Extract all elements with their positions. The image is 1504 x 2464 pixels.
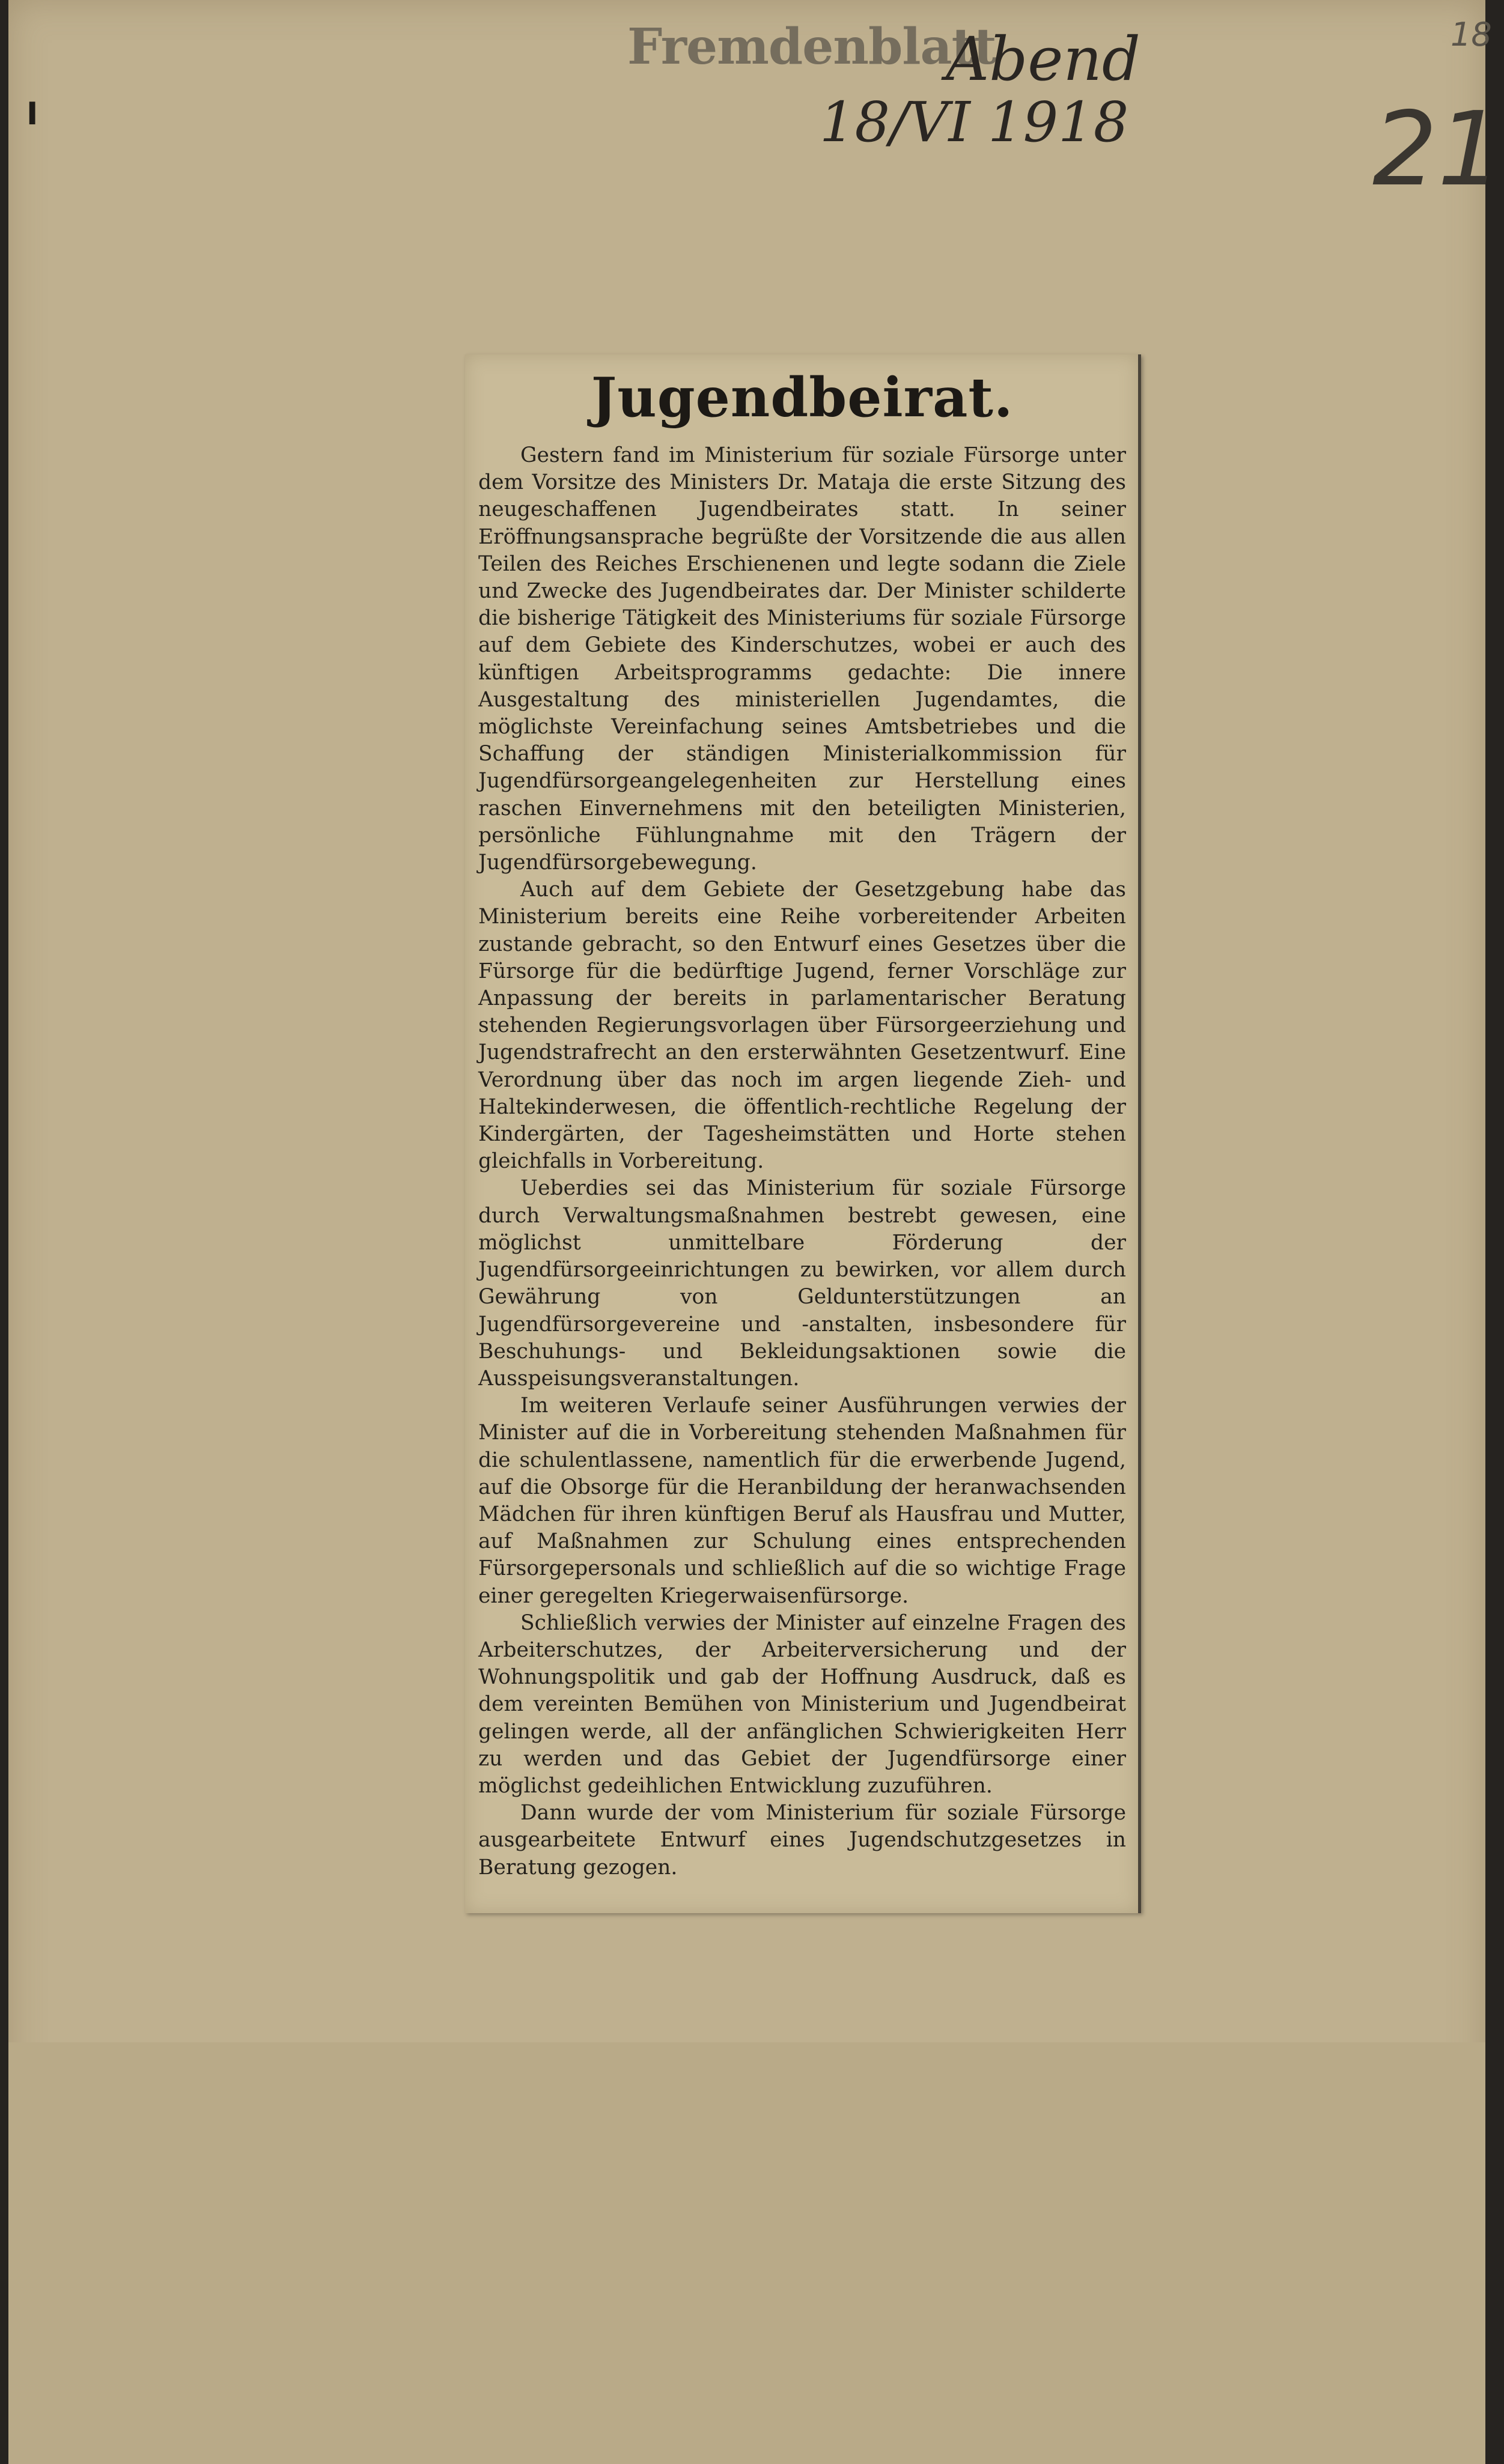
article-paragraph: Auch auf dem Gebiete der Gesetzgebung habe das Ministerium bereits eine Reihe vorbereitender Arbeiten zustande gebracht, so den Entwurf eines Gesetzes über die Fürsorge für die bedürftige Jugend, ferner Vorschläge zur Anpassung der bereits in parlamentarischer Beratung stehenden Regierungsvorlagen über Fürsorgeerziehung und Jugendstrafrecht an den ersterwähnten Gesetzentwurf. Eine Verordnung über das noch im argen liegende Zieh- und Haltekinderwesen, die öffentlich-rechtliche Regelung der Kindergärten, der Tagesheimstätten und Horte stehen gleichfalls in Vorbereitung. — [478, 878, 1126, 1174]
newspaper-stamp: Fremdenblatt — [627, 18, 996, 76]
article-paragraph: Ueberdies sei das Ministerium für soziale Fürsorge durch Verwaltungsmaßnahmen bestrebt gewesen, eine möglichst unmittelbare Förderung der Jugendfürsorgeeinrichtungen zu bewirken, vor allem durch Gewährung von Geldunterstützungen an Jugendfürsorgevereine und -anstalten, insbesondere für Beschuhungs- und Bekleidungsaktionen sowie die Ausspeisungsveranstaltungen. — [478, 1176, 1126, 1391]
sheet-lower-panel — [8, 2042, 1485, 2464]
margin-mark: I — [26, 96, 38, 132]
article-title: Jugendbeirat. — [591, 366, 1014, 429]
article-paragraph: Schließlich verwies der Minister auf einzelne Fragen des Arbeiterschutzes, der Arbeiterversicherung und der Wohnungspolitik und gab der Hoffnung Ausdruck, daß es dem vereinten Bemühen von Ministerium und Jugendbeirat gelingen werde, all der anfänglichen Schwierigkeiten Herr zu werden und das Gebiet der Jugendfürsorge einer möglichst gedeihlichen Entwicklung zuzuführen. — [478, 1610, 1126, 1798]
article-paragraph: Dann wurde der vom Ministerium für soziale Fürsorge ausgearbeitete Entwurf eines Jugendschutzgesetzes in Beratung gezogen. — [478, 1801, 1126, 1880]
folio-number: 21 — [1372, 90, 1503, 209]
handwritten-date: 18/VI 1918 — [820, 90, 1129, 154]
article-body — [478, 442, 1126, 1881]
article-paragraph: Gestern fand im Ministerium für soziale Fürsorge unter dem Vorsitze des Ministers Dr. Mataja die erste Sitzung des neugeschaffenen Jugendbeirates statt. In seiner Eröffnungsansprache begrüßte der Vorsitzende die aus allen Teilen des Reiches Erschienenen und legte sodann die Ziele und Zwecke des Jugendbeirates dar. Der Minister schilderte die bisherige Tätigkeit des Ministeriums für soziale Fürsorge auf dem Gebiete des Kinderschutzes, wobei er auch des künftigen Arbeitsprogramms gedachte: Die innere Ausgestaltung des ministeriellen Jugendamtes, die möglichste Vereinfachung seines Amtsbetriebes und die Schaffung der ständigen Ministerialkommission für Jugendfürsorgeangelegenheiten zur Herstellung eines raschen Einvernehmens mit den beteiligten Ministerien, persönliche Fühlungnahme mit den Trägern der Jugendfürsorgebewegung. — [478, 443, 1126, 875]
archive-sheet — [8, 0, 1503, 2464]
folio-small-note: 18 — [1451, 16, 1492, 53]
article-paragraph: Im weiteren Verlaufe seiner Ausführungen verwies der Minister auf die in Vorbereitung stehenden Maßnahmen für die schulentlassene, namentlich für die erwerbende Jugend, auf die Obsorge für die Heranbildung der heranwachsenden Mädchen für ihren künftigen Beruf als Hausfrau und Mutter, auf Maßnahmen zur Schulung eines entsprechenden Fürsorgepersonals und schließlich auf die so wichtige Frage einer geregelten Kriegerwaisenfürsorge. — [478, 1394, 1126, 1608]
handwritten-edition-note: Abend — [946, 24, 1140, 94]
newspaper-clipping — [465, 354, 1141, 1913]
